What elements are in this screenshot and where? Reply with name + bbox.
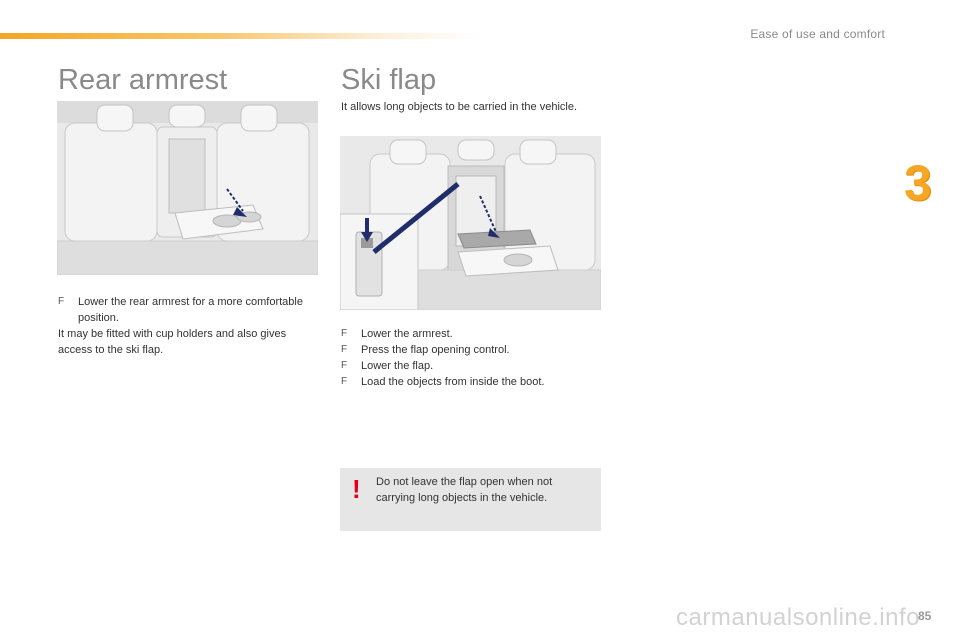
accent-bar	[0, 33, 480, 39]
rear-armrest-title: Rear armrest	[58, 64, 228, 96]
list-item	[341, 342, 601, 358]
warning-icon: !	[352, 474, 361, 504]
ski-flap-illustration	[340, 136, 601, 310]
bullet-text: Load the objects from inside the boot.	[361, 376, 545, 388]
watermark: carmanualsonline.info	[676, 604, 920, 631]
bullet-icon: F	[341, 360, 348, 371]
bullet-icon: F	[58, 296, 65, 307]
ski-flap-intro: It allows long objects to be carried in the vehicle.	[341, 101, 578, 113]
rear-armrest-illustration	[57, 101, 318, 275]
ski-flap-title: Ski flap	[341, 64, 437, 96]
bullet-icon: F	[341, 344, 348, 355]
bullet-text: Press the flap opening control.	[361, 344, 510, 356]
bullet-icon: F	[341, 376, 348, 387]
list-item	[341, 358, 601, 374]
list-item	[58, 294, 320, 326]
chapter-number: 3	[904, 155, 932, 211]
ski-flap-drawing	[340, 136, 601, 310]
section-label: Ease of use and comfort	[750, 27, 885, 41]
bullet-text: Lower the rear armrest for a more comfortable position.	[78, 296, 303, 324]
list-item	[341, 374, 601, 390]
bullet-text: Lower the flap.	[361, 360, 434, 372]
page-number: 85	[918, 609, 932, 623]
list-item	[341, 326, 601, 342]
warning-text: Do not leave the flap open when not carrying long objects in the vehicle.	[376, 476, 553, 504]
rear-armrest-body: It may be fitted with cup holders and also gives access to the ski flap.	[58, 328, 287, 356]
rear-armrest-text	[58, 294, 320, 358]
bullet-text: Lower the armrest.	[361, 328, 453, 340]
bullet-icon: F	[341, 328, 348, 339]
warning-box	[340, 468, 601, 531]
ski-flap-steps	[341, 326, 601, 390]
rear-seat-drawing	[57, 101, 318, 275]
